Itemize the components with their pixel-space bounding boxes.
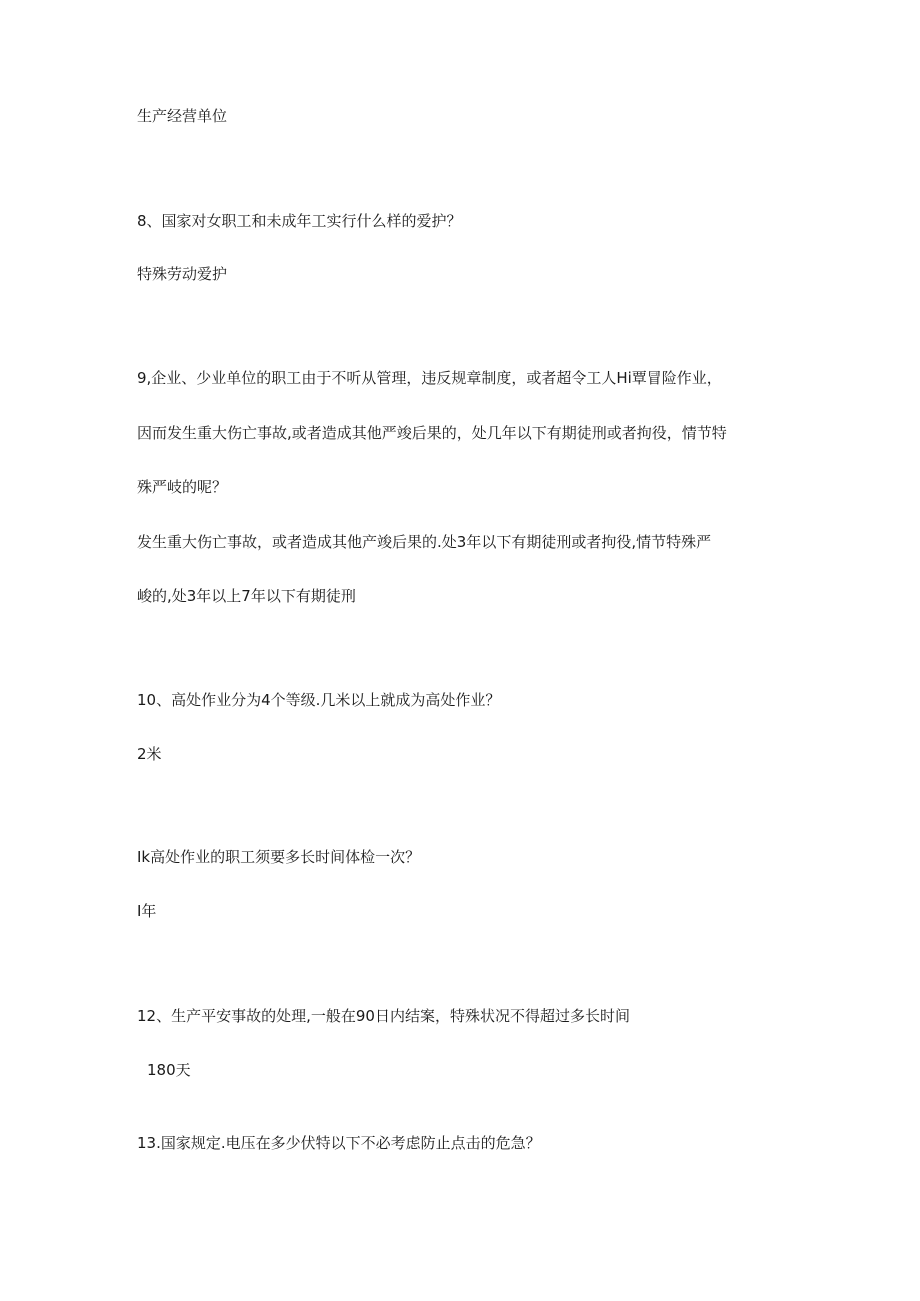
question-line-9c: 殊严岐的呢？ [137, 478, 228, 496]
question-line-12: 12、生产平安事故的处理,一般在90日内结案，特殊状况不得超过多长时间 [137, 1007, 630, 1025]
answer-line-9b: 峻的,处3年以上7年以下有期徒刑 [137, 587, 356, 605]
question-line-10: 10、高处作业分为4个等级.几米以上就成为高处作业？ [137, 691, 501, 709]
question-line-11: Ik高处作业的职工须要多长时间体检一次？ [137, 848, 421, 866]
question-line-8: 8、国家对女职工和未成年工实行什么样的爱护？ [137, 212, 462, 230]
answer-line-11: I年 [137, 902, 157, 920]
answer-line-12: 180天 [147, 1061, 191, 1079]
question-line-13: 13.国家规定.电压在多少伏特以下不必考虑防止点击的危急？ [137, 1134, 541, 1152]
answer-line-10: 2米 [137, 745, 162, 763]
answer-line-9a: 发生重大伤亡事故，或者造成其他产竣后果的.处3年以下有期徒刑或者拘役,情节特殊严 [137, 533, 712, 551]
question-line-9b: 因而发生重大伤亡事故,或者造成其他严竣后果的，处几年以下有期徒刑或者拘役，情节特 [137, 424, 727, 442]
question-line-9a: 9,企业、少业单位的职工由于不听从管理，违反规章制度，或者超令工人Hi覃冒险作业， [137, 369, 722, 387]
answer-line-7: 生产经营单位 [137, 107, 228, 125]
answer-line-8: 特殊劳动爱护 [137, 265, 228, 283]
